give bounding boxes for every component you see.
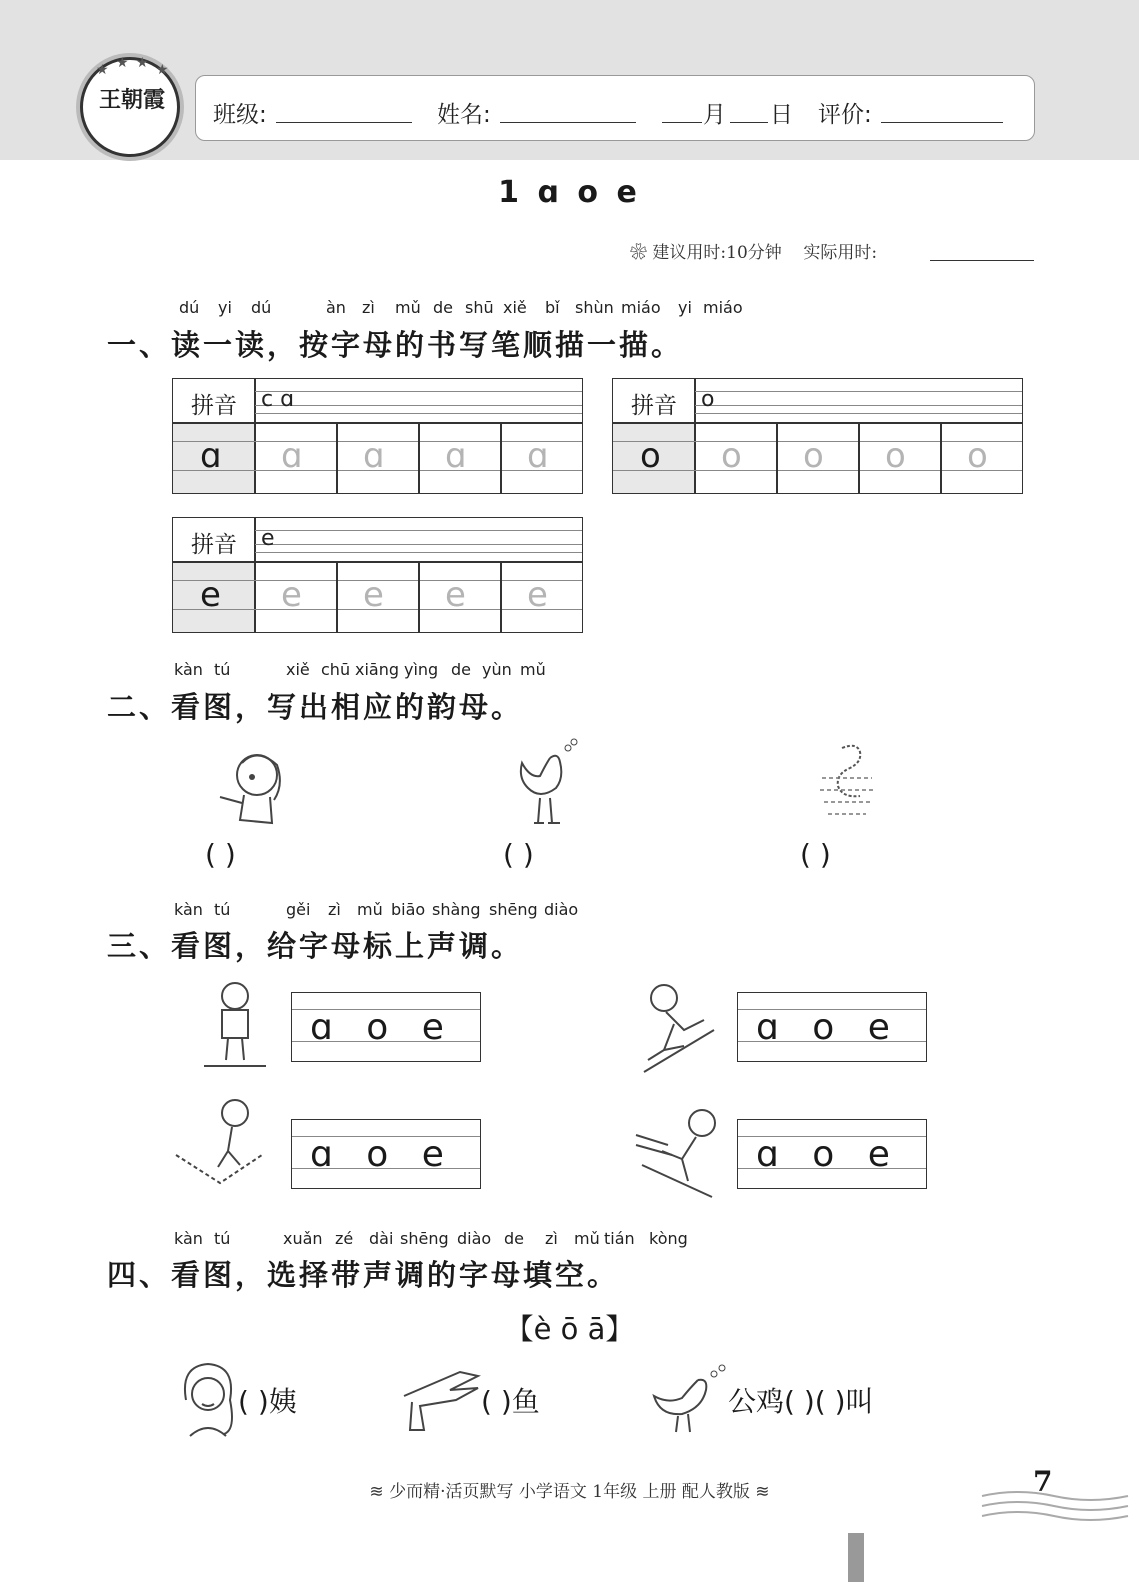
grid-divider	[776, 423, 778, 493]
trace-letter[interactable]: e	[527, 575, 548, 615]
stroke-order: o	[701, 387, 715, 412]
trace-letter[interactable]: o	[803, 436, 824, 476]
actual-time-field[interactable]	[930, 260, 1034, 261]
pinyin: kòng	[649, 1229, 688, 1248]
crocodile-icon	[400, 1366, 482, 1434]
grid-divider	[613, 422, 1022, 424]
boy-skating-slope-icon	[632, 1105, 722, 1201]
grid-divider	[336, 562, 338, 632]
pinyin: shùn	[575, 298, 614, 317]
tone-box[interactable]	[737, 992, 927, 1062]
rooster-crowing-icon	[648, 1364, 730, 1434]
eval-field[interactable]	[881, 95, 1003, 123]
pinyin: de	[451, 660, 471, 679]
pinyin-label: 拼音	[191, 393, 237, 419]
page-title: 1 ɑ o e	[498, 175, 641, 210]
pinyin: yi	[218, 298, 232, 317]
grid-divider	[173, 561, 582, 563]
actual-time-label: 实际用时:	[803, 243, 878, 263]
pinyin: kàn	[174, 900, 203, 919]
class-label: 班级:	[213, 102, 267, 128]
fill-blank-rooster[interactable]: 公鸡( )( )叫	[728, 1385, 874, 1418]
stroke-order: e	[261, 526, 275, 551]
section1-heading: 一、读一读，按字母的书写笔顺描一描。	[107, 328, 684, 362]
pinyin: shēng	[489, 900, 538, 919]
pinyin: dú	[179, 298, 200, 317]
tone-options: 【è ō ā】	[504, 1312, 635, 1346]
grid-divider	[694, 379, 696, 493]
grid-divider	[336, 423, 338, 493]
pinyin: zì	[545, 1229, 558, 1248]
pinyin: diào	[457, 1229, 492, 1248]
rooster-icon	[510, 738, 590, 830]
pinyin: miáo	[703, 298, 743, 317]
tone-letters: ɑ o e	[310, 1134, 444, 1175]
star-icon: ★	[116, 55, 129, 71]
pinyin: yi	[678, 298, 692, 317]
name-label: 姓名:	[437, 102, 491, 128]
trace-letter[interactable]: e	[281, 575, 302, 615]
star-icon: ★	[136, 55, 149, 71]
pinyin: zì	[362, 298, 375, 317]
trace-letter[interactable]: o	[967, 436, 988, 476]
boy-skating-up-icon	[634, 980, 724, 1076]
pinyin: shēng	[400, 1229, 449, 1248]
pinyin: yìng	[404, 660, 439, 679]
trace-letter[interactable]: ɑ	[445, 436, 467, 476]
tone-box[interactable]	[291, 992, 481, 1062]
grid-divider	[254, 518, 256, 632]
guide-line	[255, 552, 582, 553]
pinyin: tián	[604, 1229, 635, 1248]
grid-divider	[940, 423, 942, 493]
section4-heading: 四、看图，选择带声调的字母填空。	[107, 1258, 620, 1292]
guide-line	[255, 413, 582, 414]
guide-line	[695, 413, 1022, 414]
pinyin: biāo	[391, 900, 426, 919]
writing-grid-o	[612, 378, 1023, 494]
answer-blank[interactable]: ( )	[205, 838, 236, 871]
section4-pinyin	[0, 1229, 1139, 1253]
section3-pinyin	[0, 900, 1139, 924]
pinyin: kàn	[174, 660, 203, 679]
trace-letter[interactable]: e	[363, 575, 384, 615]
tone-letters: ɑ o e	[756, 1007, 890, 1048]
page-tab-marker	[848, 1533, 864, 1582]
logo-text: 王朝霞	[98, 87, 165, 113]
answer-blank[interactable]: ( )	[800, 838, 831, 871]
trace-letter[interactable]: ɑ	[363, 436, 385, 476]
writing-grid-e	[172, 517, 583, 633]
fill-blank-auntie[interactable]: ( )姨	[238, 1385, 297, 1418]
pinyin: mǔ	[357, 900, 383, 919]
grid-divider	[418, 562, 420, 632]
wave-decoration	[978, 1486, 1133, 1524]
pinyin: chū	[321, 660, 351, 679]
section3-heading: 三、看图，给字母标上声调。	[107, 929, 524, 963]
pinyin: xiāng	[355, 660, 400, 679]
pinyin: xiě	[503, 298, 527, 317]
guide-line	[695, 405, 1022, 406]
pinyin: miáo	[621, 298, 661, 317]
section2-pinyin	[0, 660, 1139, 684]
tone-letters: ɑ o e	[310, 1007, 444, 1048]
month-field[interactable]	[662, 95, 702, 123]
pinyin: bǐ	[545, 298, 560, 317]
class-field[interactable]	[276, 95, 412, 123]
footer-text: ≋ 少而精·活页默写 小学语文 1年级 上册 配人教版 ≋	[369, 1482, 770, 1502]
pinyin: shū	[465, 298, 494, 317]
pinyin: xiě	[286, 660, 310, 679]
boy-standing-icon	[200, 978, 270, 1070]
page-number: 7	[1033, 1465, 1053, 1498]
answer-blank[interactable]: ( )	[503, 838, 534, 871]
pinyin-label: 拼音	[191, 532, 237, 558]
pinyin: zé	[335, 1229, 354, 1248]
pinyin: shàng	[432, 900, 481, 919]
day-label: 日	[770, 102, 793, 128]
tone-box[interactable]	[291, 1119, 481, 1189]
model-letter: e	[200, 575, 221, 615]
pinyin: mǔ	[520, 660, 546, 679]
pinyin: mǔ	[574, 1229, 600, 1248]
pinyin-label: 拼音	[631, 393, 677, 419]
stroke-order: c ɑ	[261, 387, 295, 412]
trace-letter[interactable]: o	[885, 436, 906, 476]
tone-box[interactable]	[737, 1119, 927, 1189]
model-letter: o	[640, 436, 661, 476]
pinyin: de	[504, 1229, 524, 1248]
guide-line	[695, 391, 1022, 392]
month-label: 月	[703, 102, 726, 128]
pinyin: dài	[369, 1229, 394, 1248]
pinyin: mǔ	[395, 298, 421, 317]
pinyin: diào	[544, 900, 579, 919]
suggested-time: 建议用时:10分钟	[652, 243, 782, 263]
trace-letter[interactable]: ɑ	[281, 436, 303, 476]
pinyin: de	[433, 298, 453, 317]
girl-singing-icon	[212, 745, 292, 830]
goose-ripple-icon	[812, 738, 882, 830]
fill-blank-crocodile[interactable]: ( )鱼	[481, 1385, 540, 1418]
section1-pinyin	[0, 298, 1139, 322]
pinyin: gěi	[286, 900, 311, 919]
writing-grid-a	[172, 378, 583, 494]
grid-divider	[500, 423, 502, 493]
grid-divider	[418, 423, 420, 493]
pinyin: kàn	[174, 1229, 203, 1248]
guide-line	[255, 530, 582, 531]
pinyin: yùn	[482, 660, 512, 679]
trace-letter[interactable]: ɑ	[527, 436, 549, 476]
boy-skating-down-icon	[170, 1095, 270, 1187]
guide-line	[255, 544, 582, 545]
pinyin: dú	[251, 298, 272, 317]
timer-info	[630, 238, 877, 263]
eval-label: 评价:	[818, 102, 872, 128]
pinyin: xuǎn	[283, 1229, 323, 1248]
trace-letter[interactable]: e	[445, 575, 466, 615]
star-icon: ★	[96, 62, 109, 78]
pinyin: àn	[326, 298, 346, 317]
grid-divider	[173, 422, 582, 424]
pinyin: tú	[214, 900, 231, 919]
day-field[interactable]	[730, 95, 768, 123]
model-letter: ɑ	[200, 436, 222, 476]
grid-divider	[500, 562, 502, 632]
pinyin: zì	[328, 900, 341, 919]
section2-heading: 二、看图，写出相应的韵母。	[107, 690, 524, 724]
pinyin: tú	[214, 660, 231, 679]
grid-divider	[858, 423, 860, 493]
grid-divider	[254, 379, 256, 493]
trace-letter[interactable]: o	[721, 436, 742, 476]
star-icon: ★	[156, 62, 169, 78]
guide-line	[255, 405, 582, 406]
flower-icon: ❀	[630, 243, 647, 263]
auntie-icon	[176, 1360, 240, 1438]
name-field[interactable]	[500, 95, 636, 123]
tone-letters: ɑ o e	[756, 1134, 890, 1175]
pinyin: tú	[214, 1229, 231, 1248]
guide-line	[255, 391, 582, 392]
